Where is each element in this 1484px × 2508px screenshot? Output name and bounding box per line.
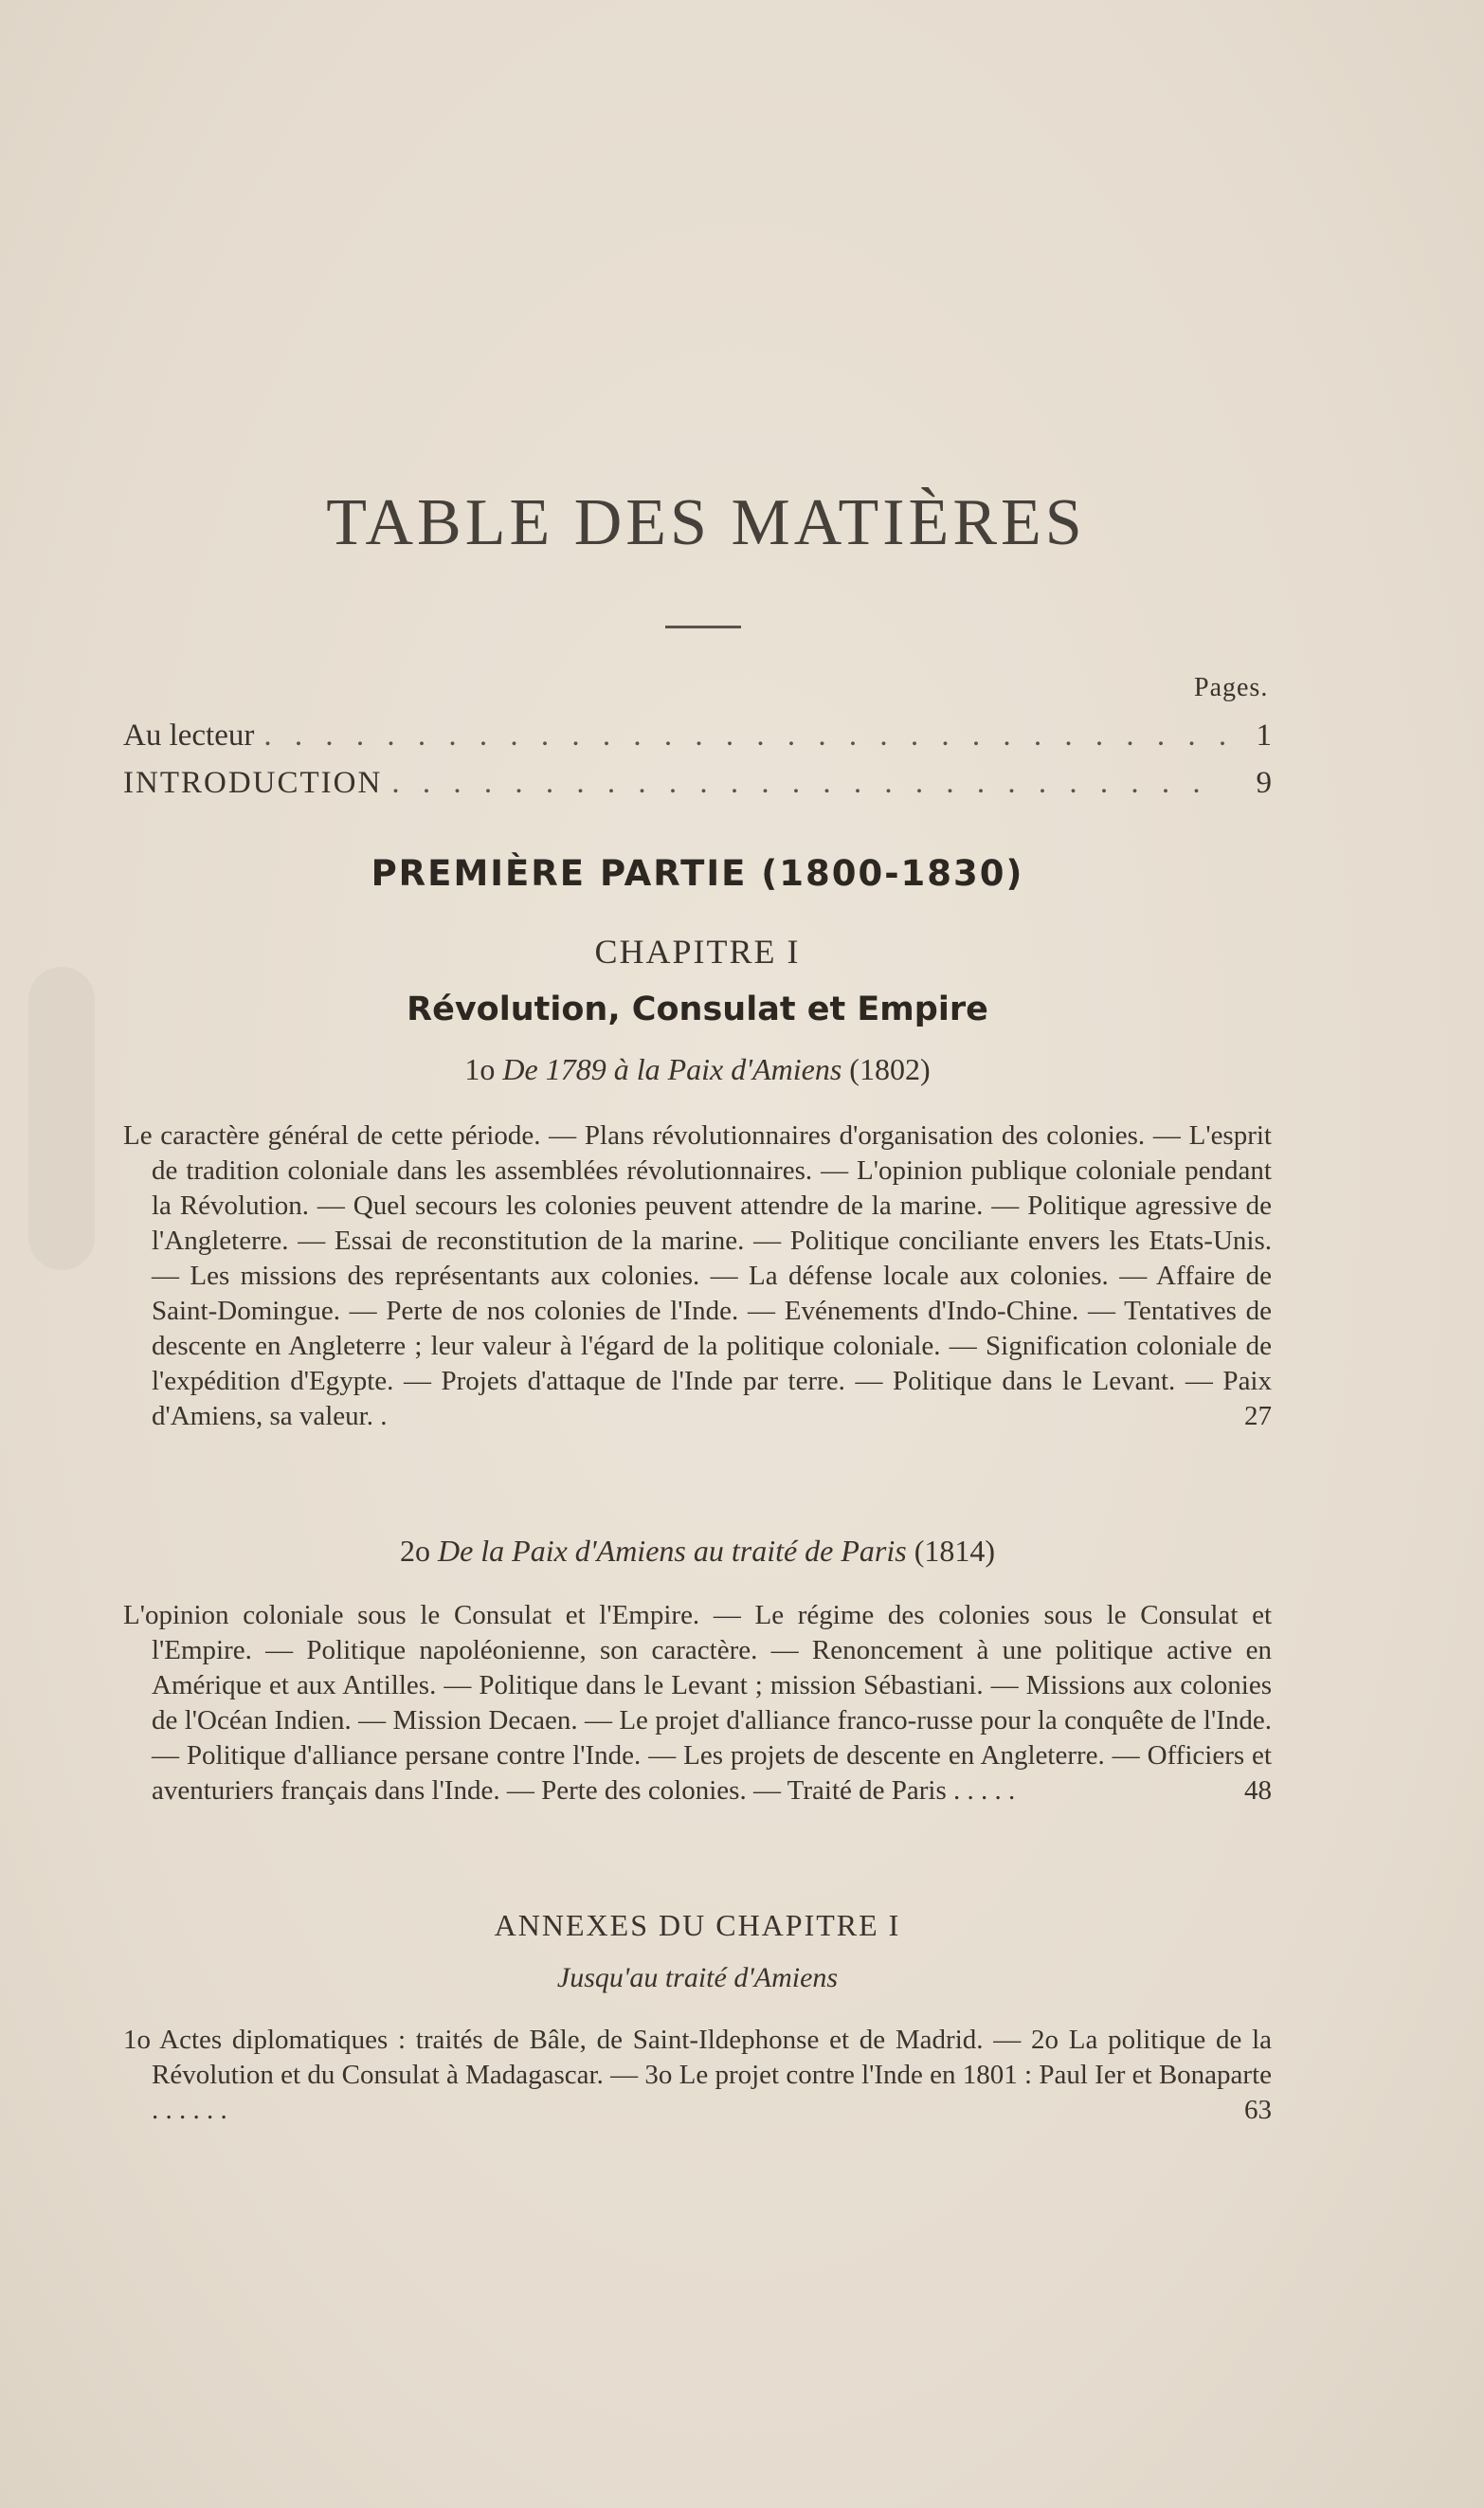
- annex-heading: ANNEXES DU CHAPITRE I: [494, 1908, 901, 1942]
- toc-entry-introduction[interactable]: [123, 766, 1272, 801]
- section-dates: (1814): [914, 1534, 996, 1568]
- section-label: De la Paix d'Amiens au traité de Paris: [437, 1534, 907, 1568]
- summary-page: 27: [1244, 1401, 1272, 1431]
- summary-page: 48: [1244, 1775, 1272, 1806]
- part-heading: PREMIÈRE PARTIE (1800-1830): [371, 853, 1024, 894]
- section-1-heading: [123, 1052, 1272, 1087]
- section-2-summary[interactable]: [123, 1598, 1272, 1808]
- toc-entry-au-lecteur[interactable]: [123, 718, 1272, 754]
- leader-dots: [391, 766, 1224, 801]
- chapter-title: Révolution, Consulat et Empire: [407, 990, 988, 1028]
- toc-entry-page: 1: [1256, 718, 1272, 753]
- summary-text: Le caractère général de cette période. — Plans révolutionnaires d'organisation des colonies. — L'esprit de tradition coloniale dans les assemblées révolutionnaires. — L'opinion publique coloniale pendant la Révolution. — Quel secours les colonies peuvent attendre de la marine. — Politique agressive de l'Angleterre. — Essai de reconstitution de la marine. — Politique conciliante envers les Etats-Unis. — Les missions des représentants aux colonies. — La défense locale aux colonies. — Affaire de Saint-Domingue. — Perte de nos colonies de l'Inde. — Evénements d'Indo-Chine. — Tentatives de descente en Angleterre ; leur valeur à l'égard de la politique coloniale. — Signification coloniale de l'expédition d'Egypte. — Projets d'attaque de l'Inde par terre. — Politique dans le Levant. — Paix d'Amiens, sa valeur. .: [123, 1120, 1272, 1431]
- chapter-heading: CHAPITRE I: [594, 933, 801, 971]
- summary-text: 1o Actes diplomatiques : traités de Bâle, de Saint-Ildephonse et de Madrid. — 2o La politique de la Révolution et du Consulat à Madagascar. — 3o Le projet contre l'Inde en 1801 : Paul Ier et Bonaparte . . . . . .: [123, 2025, 1272, 2125]
- section-dates: (1802): [849, 1052, 931, 1086]
- toc-entry-page: 9: [1256, 766, 1272, 800]
- title-rule: [665, 626, 741, 628]
- annex-summary[interactable]: [123, 2023, 1272, 2128]
- page-stain: [28, 967, 95, 1270]
- section-2-heading: [123, 1534, 1272, 1569]
- summary-text: L'opinion coloniale sous le Consulat et l'Empire. — Le régime des colonies sous le Consulat et l'Empire. — Politique napoléonienne, son caractère. — Renoncement à une politique active en Amérique et aux Antilles. — Politique dans le Levant ; mission Sébastiani. — Missions aux colonies de l'Océan Indien. — Mission Decaen. — Le projet d'alliance franco-russe pour la conquête de l'Inde. — Politique d'alliance persane contre l'Inde. — Les projets de descente en Angleterre. — Officiers et aventuriers français dans l'Inde. — Perte des colonies. — Traité de Paris . . . . .: [123, 1600, 1272, 1806]
- section-label: De 1789 à la Paix d'Amiens: [502, 1052, 842, 1086]
- toc-entry-label: Au lecteur: [123, 718, 255, 753]
- section-number: 1o: [464, 1052, 496, 1086]
- summary-page: 63: [1244, 2095, 1272, 2125]
- page-title: TABLE DES MATIÈRES: [326, 486, 1086, 559]
- annex-subheading: Jusqu'au traité d'Amiens: [556, 1962, 839, 1993]
- leader-dots: [263, 718, 1224, 754]
- toc-entry-label: INTRODUCTION: [123, 766, 383, 800]
- section-1-summary[interactable]: [123, 1118, 1272, 1434]
- section-number: 2o: [399, 1534, 430, 1568]
- pages-column-header: Pages.: [1194, 673, 1269, 702]
